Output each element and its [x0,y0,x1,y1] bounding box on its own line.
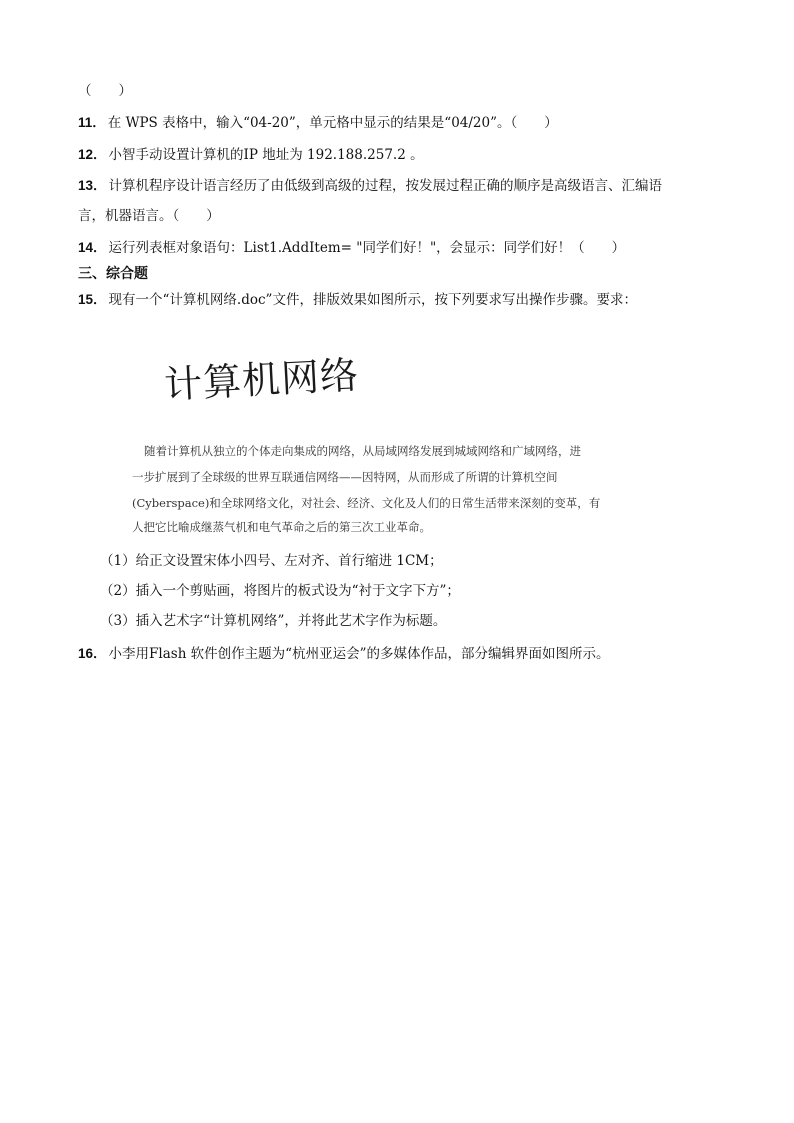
question-text: 运行列表框对象语句：List1.AddItem= "同学们好！"，会显示：同学们好！（ ） [108,240,626,256]
question-number: 16． [78,646,107,661]
question-number: 14． [78,240,107,255]
wordart-title: 计算机网络 [163,352,361,407]
section-heading: 三、综合题 [78,265,148,281]
question-number: 15． [78,292,107,307]
figure-paragraph-line: 一步扩展到了全球级的世界互联通信网络——因特网，从而形成了所谓的计算机空间 [132,470,558,484]
question-text: 现有一个“计算机网络.doc”文件，排版效果如图所示，按下列要求写出操作步骤。要求： [108,292,637,308]
question-text: 小智手动设置计算机的IP 地址为 192.188.257.2 。 [108,147,424,163]
question-14 [78,239,625,257]
question-text: 计算机程序设计语言经历了由低级到高级的过程，按发展过程正确的顺序是高级语言、汇编语 [108,178,663,194]
question-11 [78,114,558,132]
requirement-1: （1）给正文设置宋体小四号、左对齐、首行缩进 1CM； [100,553,443,569]
question-text: 小李用Flash 软件创作主题为“杭州亚运会”的多媒体作品，部分编辑界面如图所示。 [108,646,610,662]
question-12 [78,146,424,164]
question-13-continuation: 言，机器语言。（ ） [78,208,220,224]
l10-continuation: （ ） [78,83,132,99]
figure-paragraph-line: 随着计算机从独立的个体走向集成的网络，从局域网络发展到城域网络和广域网络，进 [144,444,581,458]
question-number: 11． [78,115,106,130]
requirement-3: （3）插入艺术字“计算机网络”，并将此艺术字作为标题。 [100,613,447,629]
question-number: 12． [78,147,107,162]
question-13 [78,177,662,195]
question-number: 13． [78,178,107,193]
figure-paragraph-line: 人把它比喻成继蒸气机和电气革命之后的第三次工业革命。 [132,520,431,534]
question-15 [78,291,637,309]
question-text: 在 WPS 表格中，输入“04-20”，单元格中显示的结果是“04/20”。（ ） [107,115,558,131]
figure-paragraph-line: (Cyberspace)和全球网络文化，对社会、经济、文化及人们的日常生活带来深刻的变革，有 [132,496,601,510]
document-figure [120,340,640,545]
question-16 [78,645,609,663]
requirement-2: （2）插入一个剪贴画，将图片的板式设为“衬于文字下方”； [100,583,460,599]
